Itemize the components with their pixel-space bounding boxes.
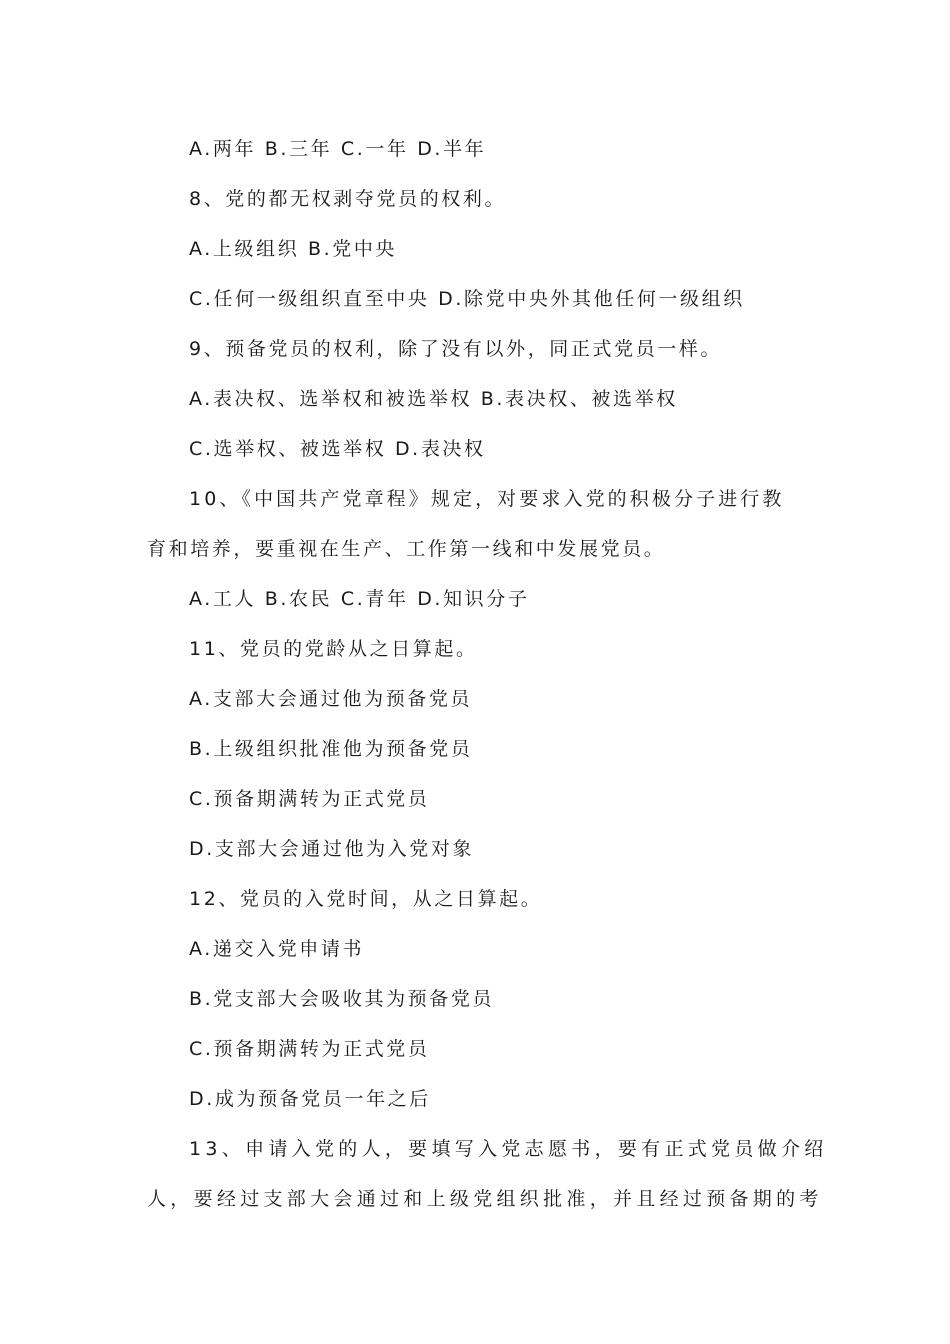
q9-options-2: C.选举权、被选举权 D.表决权 [189,438,486,460]
q10-options: A.工人 B.农民 C.青年 D.知识分子 [189,588,530,610]
q10-question-line-1: 10、《中国共产党章程》规定，对要求入党的积极分子进行教 [189,488,785,510]
q10-question-line-2: 育和培养，要重视在生产、工作第一线和中发展党员。 [147,538,666,560]
q13-question-line-1: 13、申请入党的人，要填写入党志愿书，要有正式党员做介绍 [189,1138,828,1160]
q9-options-1: A.表决权、选举权和被选举权 B.表决权、被选举权 [189,388,678,410]
q12-option-a: A.递交入党申请书 [189,938,365,960]
q11-question: 11、党员的党龄从之日算起。 [189,638,478,660]
q7-options: A.两年 B.三年 C.一年 D.半年 [189,138,487,160]
q9-question: 9、预备党员的权利，除了没有以外，同正式党员一样。 [189,338,723,360]
q12-option-d: D.成为预备党员一年之后 [189,1088,431,1110]
q8-options-1: A.上级组织 B.党中央 [189,238,398,260]
q11-option-c: C.预备期满转为正式党员 [189,788,430,810]
q8-question: 8、党的都无权剥夺党员的权利。 [189,188,507,210]
q11-option-b: B.上级组织批准他为预备党员 [189,738,473,760]
q11-option-d: D.支部大会通过他为入党对象 [189,838,475,860]
q8-options-2: C.任何一级组织直至中央 D.除党中央外其他任何一级组织 [189,288,745,310]
q12-option-b: B.党支部大会吸收其为预备党员 [189,988,495,1010]
q13-question-line-2: 人，要经过支部大会通过和上级党组织批准，并且经过预备期的考 [147,1188,823,1210]
q12-option-c: C.预备期满转为正式党员 [189,1038,430,1060]
q11-option-a: A.支部大会通过他为预备党员 [189,688,473,710]
q12-question: 12、党员的入党时间，从之日算起。 [189,888,543,910]
